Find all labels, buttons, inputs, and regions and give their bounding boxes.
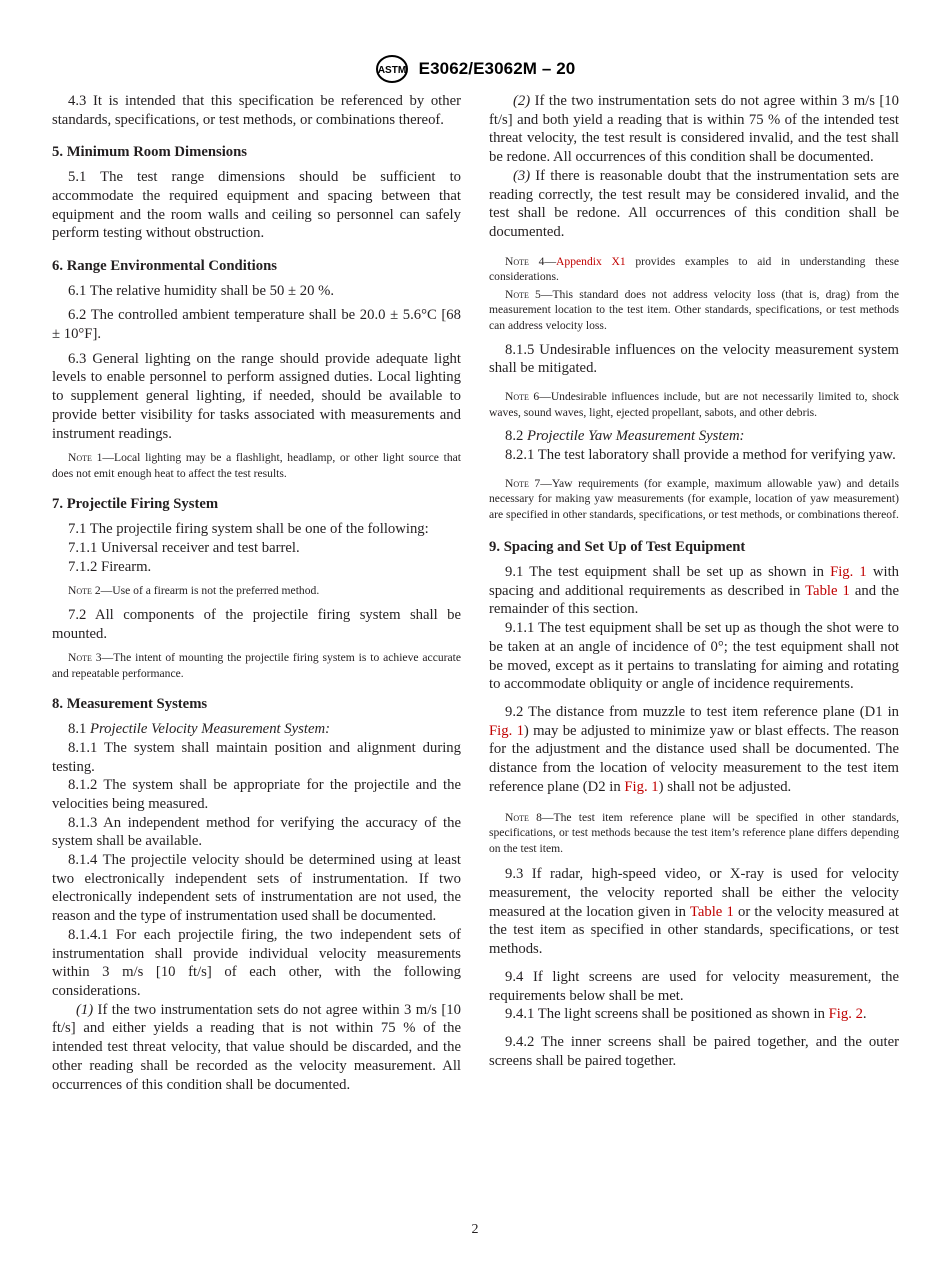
svg-text:ASTM: ASTM [377,65,406,76]
para-7-1-1: 7.1.1 Universal receiver and test barrel. [68,539,300,556]
page-header [0,54,950,84]
appendix-x1-link[interactable]: Appendix X1 [556,254,626,268]
condition-2: (2) If the two instrumentation sets do not agree within 3 m/s [10 ft/s] and both yield a reading that is within 75 % of the intended test threat velocity, the test result is considered invalid, and the test shall be redone. All occurrences of this condition shall be documented. [489,93,899,166]
para-8-1-4-1: 8.1.4.1 For each projectile firing, the two independent sets of instrumentation shall provide individual velocity measurements within 3 m/s [10 ft/s] of each other, with the following considerations. [52,926,461,999]
para-6-2: 6.2 The controlled ambient temperature shall be 20.0 ± 5.6°C [68 ± 10°F]. [52,307,461,343]
astm-logo-icon [375,54,409,84]
condition-1: (1) If the two instrumentation sets do not agree within 3 m/s [10 ft/s] and either yields a reading that is not within 75 % of the intended test threat velocity, that value should be discarded, and the other reading shall be recorded as the velocity measurement. All occurrences of this condition shall be documented. [52,1001,461,1093]
page-number: 2 [471,1222,479,1237]
fig-1-link[interactable]: Fig. 1 [830,564,867,581]
para-7-1: 7.1 The projectile firing system shall be one of the following: [68,521,429,538]
para-4-3: 4.3 It is intended that this specification be referenced by other standards, specifications, or test methods, or combinations thereof. [52,93,461,128]
para-8-1-3: 8.1.3 An independent method for verifying the accuracy of the system shall be available. [52,814,461,850]
para-8-2: 8.2 Projectile Yaw Measurement System: [505,428,745,445]
para-8-1-1: 8.1.1 The system shall maintain position and alignment during testing. [52,739,461,775]
fig-1-link[interactable]: Fig. 1 [489,722,524,739]
para-8-1-5: 8.1.5 Undesirable influences on the velocity measurement system shall be mitigated. [489,341,899,377]
para-9-1-1: 9.1.1 The test equipment shall be set up as though the shot were to be taken at an angle of incidence of 0°; the test equipment shall not be moved, except as it pertains to translating for aiming and rotating to accommodate obliquity or angle of incidence requirements. [489,620,899,693]
table-1-link[interactable]: Table 1 [689,903,734,920]
section-5-heading: 5. Minimum Room Dimensions [52,144,248,161]
para-9-4-1: 9.4.1 The light screens shall be positioned as shown in Fig. 2. [505,1006,867,1023]
para-8-2-1: 8.2.1 The test laboratory shall provide a method for verifying yaw. [505,446,896,463]
para-5-1: 5.1 The test range dimensions should be sufficient to accommodate the required equipment and spacing between that equipment and the room walls and ceiling so personnel can safely perform testing without obstruction. [52,169,461,242]
para-8-1-2: 8.1.2 The system shall be appropriate for the projectile and the velocities being measured. [52,777,461,812]
note-3: Note 3—The intent of mounting the projectile firing system is to achieve accurate and repeatable performance. [52,651,462,680]
section-9-heading: 9. Spacing and Set Up of Test Equipment [489,539,746,556]
para-6-3: 6.3 General lighting on the range should provide adequate light levels to enable personnel to perform assigned duties. Local lighting to supplement general lighting, if needed, should be available to provide better visibility for tasks associated with measurements and instrument readings. [52,350,461,442]
para-8-1: 8.1 Projectile Velocity Measurement System: [68,721,330,738]
section-8-heading: 8. Measurement Systems [52,696,208,713]
para-9-1: 9.1 The test equipment shall be set up as shown in Fig. 1 with spacing and additional requirements as described in Table 1 and the remainder of this section. [489,564,899,618]
fig-1-link[interactable]: Fig. 1 [624,778,659,795]
right-column [489,92,899,1070]
fig-2-link[interactable]: Fig. 2 [828,1006,863,1023]
note-7: Note 7—Yaw requirements (for example, maximum allowable yaw) and details necessary for making yaw measurements (for example, location of yaw measurement) are specified in other standards, specifications, or test methods, or combinations thereof. [489,476,899,521]
section-6-heading: 6. Range Environmental Conditions [52,257,277,274]
para-9-2: 9.2 The distance from muzzle to test item reference plane (D1 in Fig. 1) may be adjusted to minimize yaw or blast effects. The reason for the adjustment and the distance used shall be documented. The distance from the location of velocity measurement to the test item reference plane (D2 in Fig. 1) shall not be adjusted. [489,704,900,795]
note-6: Note 6—Undesirable influences include, but are not necessarily limited to, shock waves, sound waves, light, ejected propellant, sabots, and other debris. [489,390,899,419]
condition-3: (3) If there is reasonable doubt that the instrumentation sets are reading correctly, the test result may be considered invalid, and the test shall be redone. All occurrences of this condition shall be documented. [489,167,899,240]
table-1-link[interactable]: Table 1 [805,582,850,599]
para-8-1-4: 8.1.4 The projectile velocity should be determined using at least two electronically independent sets of instrumentation. If two electronically independent sets of instrumentation are not used, the reason and the type of instrumentation used shall be documented. [52,852,461,925]
note-1: Note 1—Local lighting may be a flashlight, headlamp, or other light source that does not emit enough heat to affect the test results. [52,451,461,480]
note-5: Note 5—This standard does not address velocity loss (that is, drag) from the measurement location to the test item. Other standards, specifications, or test methods can address velocity loss. [489,287,899,332]
note-8: Note 8—The test item reference plane will be specified in other standards, specifications, or test methods because the test item’s reference plane differs depending on the test item. [489,810,899,855]
para-6-1: 6.1 The relative humidity shall be 50 ± 20 %. [68,282,334,299]
para-9-4: 9.4 If light screens are used for velocity measurement, the requirements below shall be met. [489,968,899,1004]
section-7-heading: 7. Projectile Firing System [52,496,219,513]
para-7-1-2: 7.1.2 Firearm. [68,558,152,575]
para-9-3: 9.3 If radar, high-speed video, or X-ray is used for velocity measurement, the velocity reported shall be either the velocity measured at the location given in Table 1 or the velocity measured at the test item as specified in other standards, specifications, or test methods. [489,866,899,958]
note-2: Note 2—Use of a firearm is not the preferred method. [68,584,320,598]
para-7-2: 7.2 All components of the projectile firing system shall be mounted. [52,606,461,642]
left-column [52,92,461,1094]
note-4: Note 4—Appendix X1 provides examples to aid in understanding these considerations. [489,254,899,284]
designation-title: E3062/E3062M – 20 [418,59,576,78]
para-9-4-2: 9.4.2 The inner screens shall be paired together, and the outer screens shall be paired together. [489,1033,899,1069]
